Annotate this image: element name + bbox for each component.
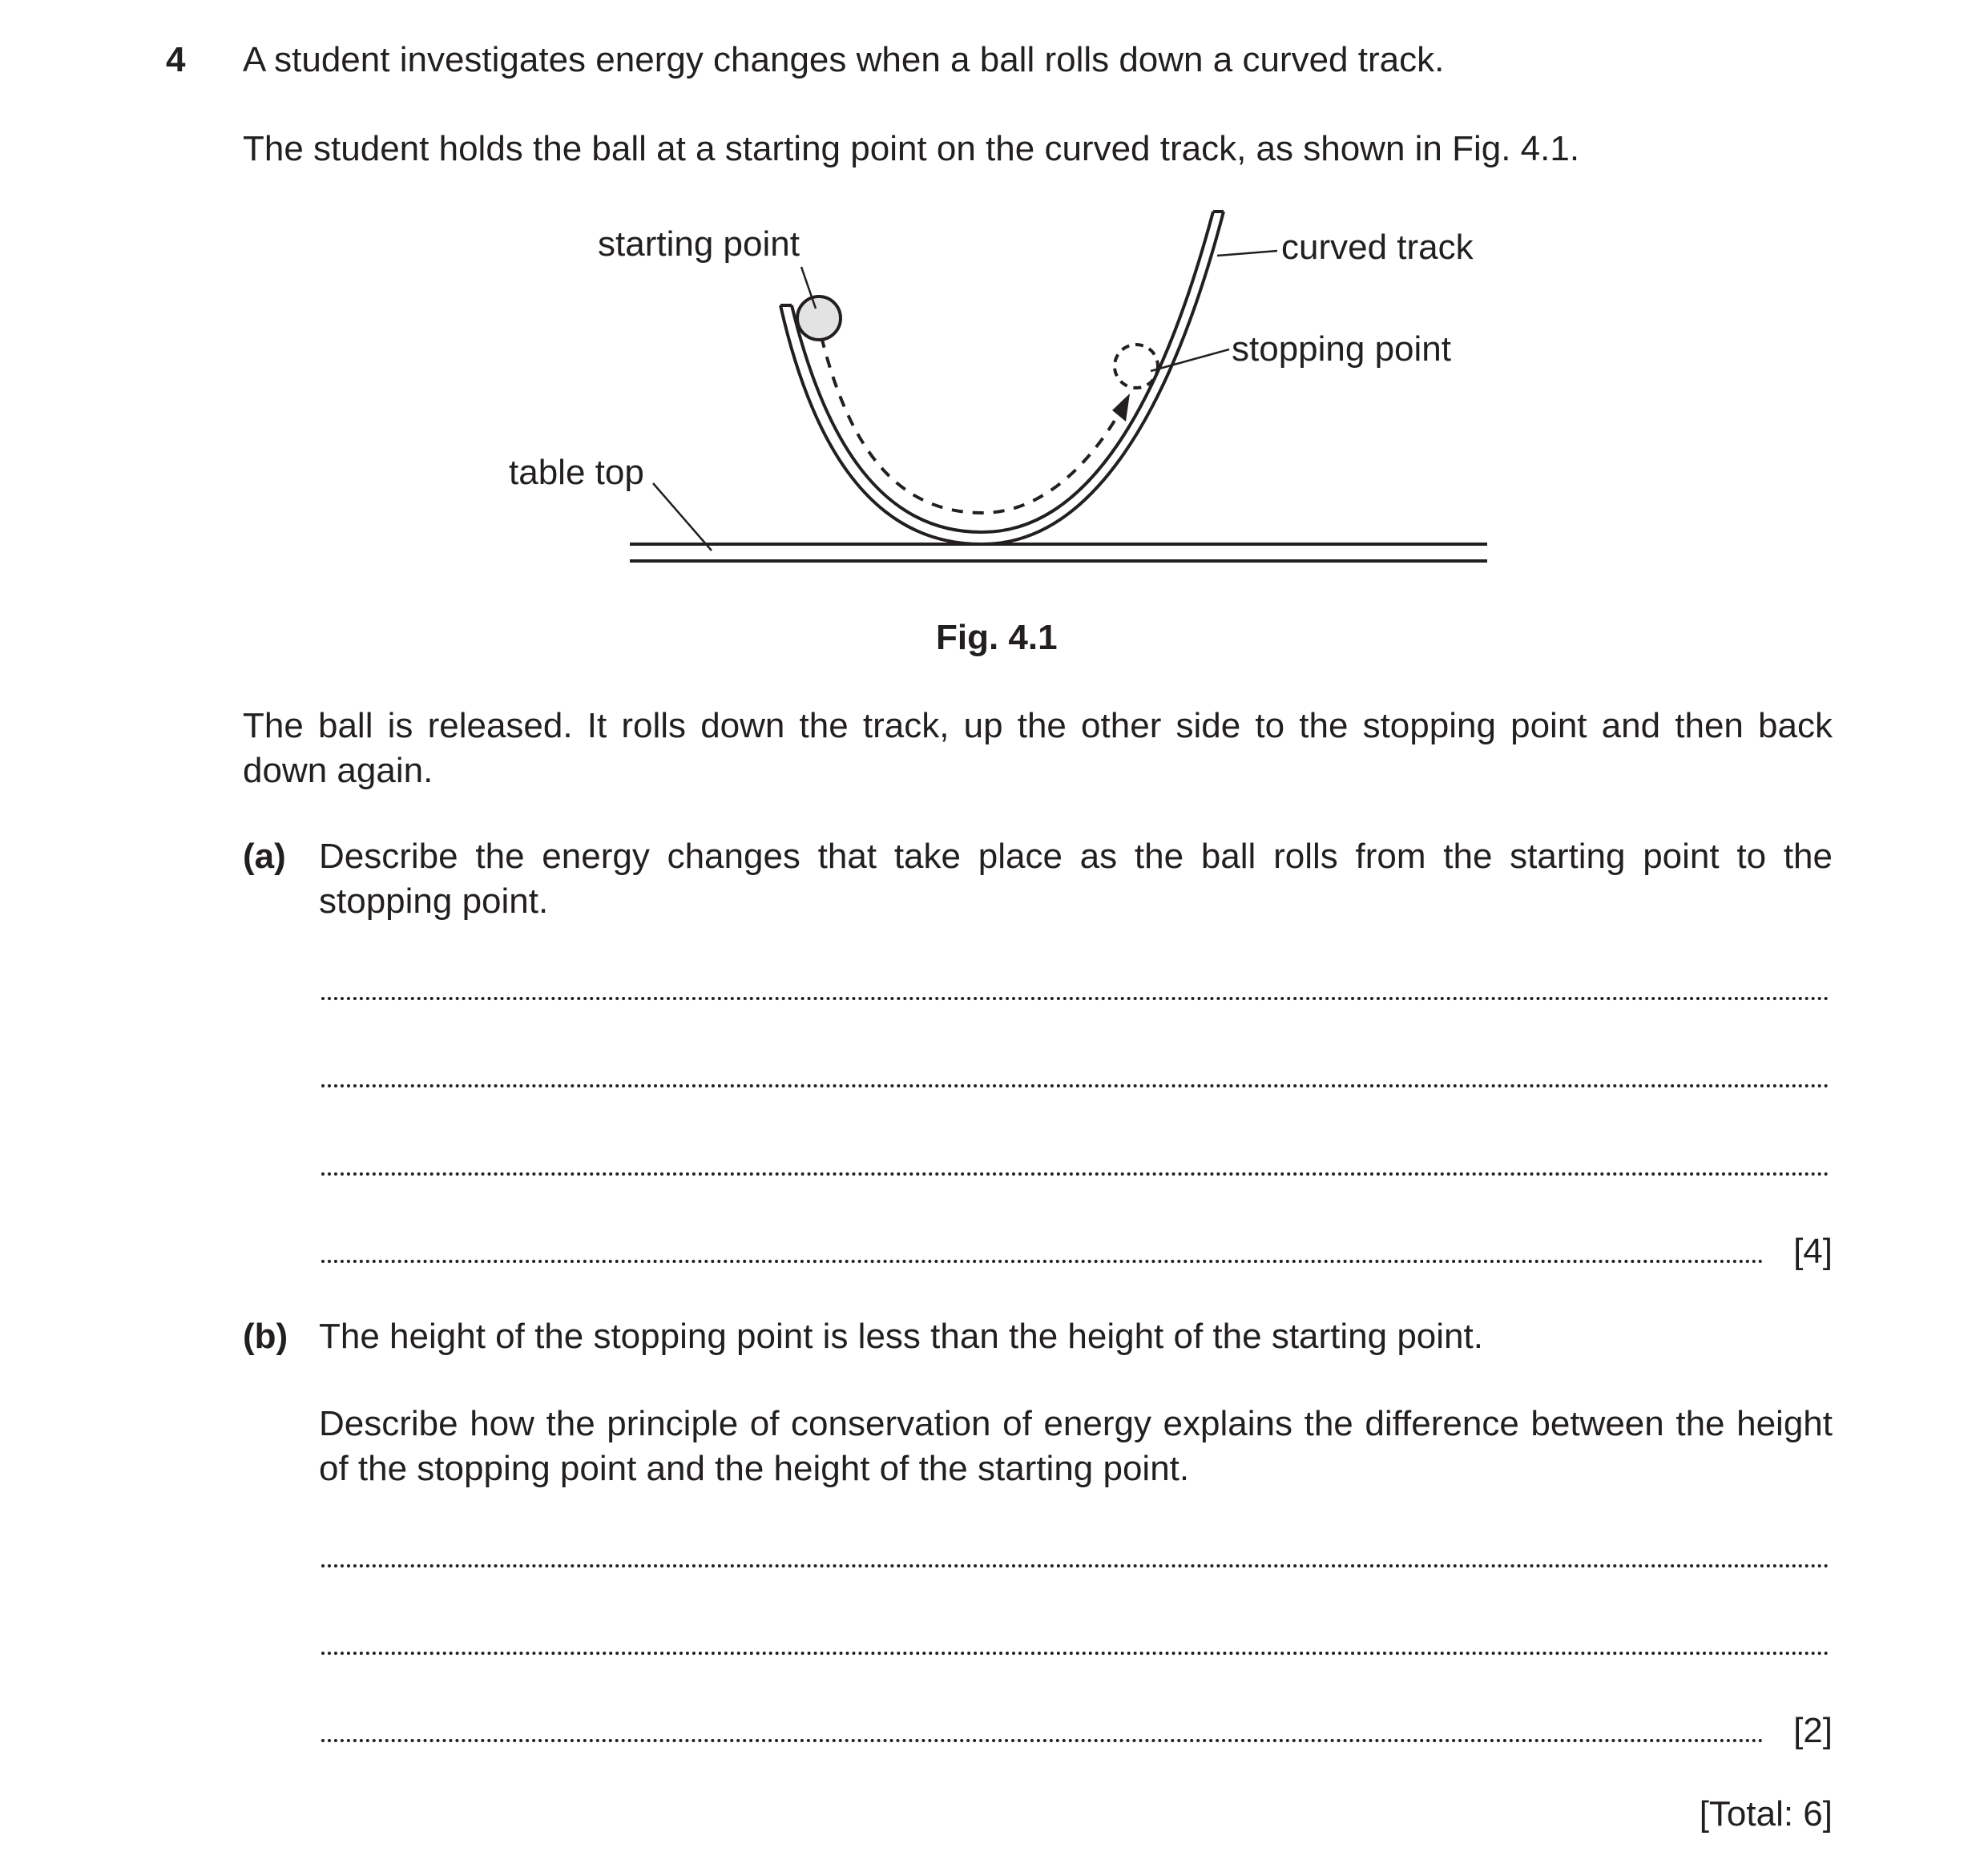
- part-a-label: (a): [243, 837, 286, 876]
- part-b-answer-line-2[interactable]: [321, 1652, 1829, 1655]
- question-setup: The student holds the ball at a starting point on the curved track, as shown in Fig. 4.1.: [243, 129, 1580, 168]
- part-a-answer-line-2[interactable]: [321, 1084, 1829, 1087]
- part-b-question: Describe how the principle of conservation of energy explains the difference between the height of the stopping point and the height of the starting point.: [319, 1404, 1833, 1488]
- label-curved-track: curved track: [1281, 228, 1474, 267]
- label-stopping-point: stopping point: [1232, 329, 1451, 369]
- part-a-marks: [4]: [1793, 1232, 1833, 1271]
- label-table-top: table top: [509, 453, 644, 492]
- label-starting-point: starting point: [598, 224, 800, 264]
- part-b-answer-line-1[interactable]: [321, 1564, 1829, 1567]
- ball-path-arrowhead: [1112, 393, 1130, 422]
- part-a-question: Describe the energy changes that take place as the ball rolls from the starting point to the stopping point.: [319, 837, 1833, 921]
- part-b-label: (b): [243, 1317, 288, 1356]
- curved-track: [780, 212, 1224, 544]
- question-intro: A student investigates energy changes when a ball rolls down a curved track.: [243, 40, 1445, 79]
- figure-caption: Fig. 4.1: [936, 618, 1058, 657]
- total-marks: [Total: 6]: [1699, 1794, 1833, 1834]
- part-b-statement: The height of the stopping point is less than the height of the starting point.: [319, 1317, 1483, 1356]
- part-a-answer-line-4[interactable]: [321, 1260, 1764, 1263]
- ball-stopping-dashed: [1115, 345, 1158, 388]
- part-a-answer-line-3[interactable]: [321, 1172, 1829, 1176]
- part-b-marks: [2]: [1793, 1711, 1833, 1750]
- question-number: 4: [166, 40, 186, 79]
- ball-starting: [797, 297, 841, 340]
- scenario-description: The ball is released. It rolls down the track, up the other side to the stopping point and then back down again.: [243, 706, 1833, 790]
- table-top-lines: [630, 544, 1487, 561]
- ball-path-dashed: [821, 337, 1122, 513]
- part-b-answer-line-3[interactable]: [321, 1739, 1764, 1742]
- label-leader-lines: [653, 251, 1277, 551]
- part-a-answer-line-1[interactable]: [321, 997, 1829, 1000]
